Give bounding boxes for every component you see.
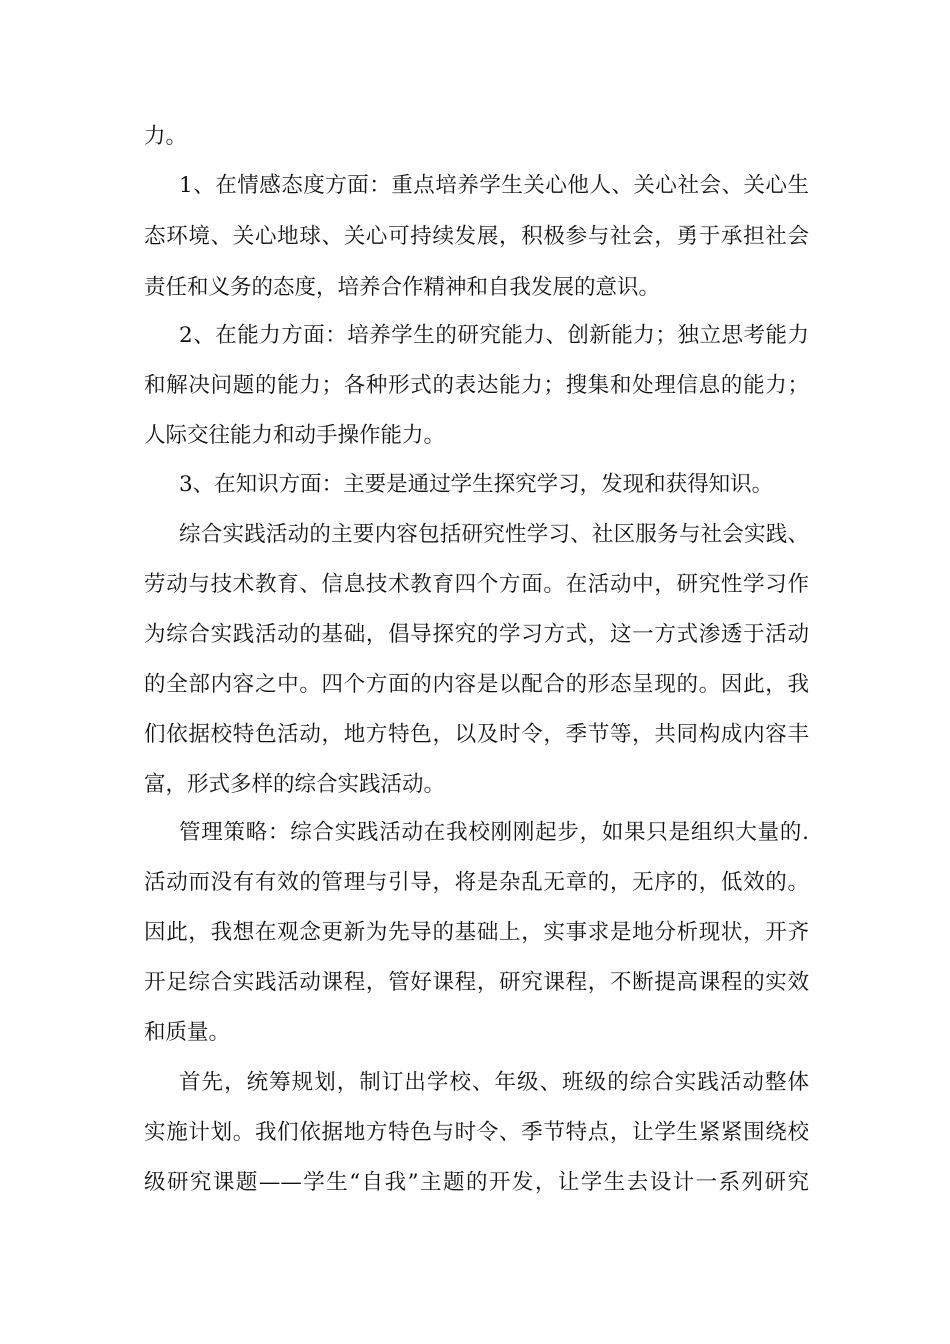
text-line: 实施计划。我们依据地方特色与时令、季节特点，让学生紧紧围绕校 <box>144 1120 809 1145</box>
text-line: 因此，我想在观念更新为先导的基础上，实事求是地分析现状，开齐 <box>144 920 809 945</box>
text-line: 们依据校特色活动，地方特色，以及时令，季节等，共同构成内容丰 <box>144 722 809 747</box>
text-line: 态环境、关心地球、关心可持续发展，积极参与社会，勇于承担社会 <box>144 224 809 249</box>
text-line: 为综合实践活动的基础，倡导探究的学习方式，这一方式渗透于活动 <box>144 622 809 647</box>
text-line: 的全部内容之中。四个方面的内容是以配合的形态呈现的。因此，我 <box>144 672 809 697</box>
text-line: 责任和义务的态度，培养合作精神和自我发展的意识。 <box>144 275 661 300</box>
text-line: 综合实践活动的主要内容包括研究性学习、社区服务与社会实践、 <box>179 522 809 547</box>
text-line: 首先，统筹规划，制订出学校、年级、班级的综合实践活动整体 <box>179 1070 809 1095</box>
text-line: 管理策略：综合实践活动在我校刚刚起步，如果只是组织大量的. <box>179 820 809 845</box>
text-line: 力。 <box>144 124 188 149</box>
text-line: 开足综合实践活动课程，管好课程，研究课程，不断提高课程的实效 <box>144 970 809 995</box>
text-line: 活动而没有有效的管理与引导，将是杂乱无章的，无序的，低效的。 <box>144 870 809 895</box>
text-line: 人际交往能力和动手操作能力。 <box>144 423 446 448</box>
text-line: 级研究课题——学生“自我”主题的开发，让学生去设计一系列研究 <box>144 1170 809 1195</box>
text-line: 1、在情感态度方面：重点培养学生关心他人、关心社会、关心生 <box>179 173 809 198</box>
text-line: 2、在能力方面：培养学生的研究能力、创新能力；独立思考能力 <box>179 323 809 348</box>
text-line: 富，形式多样的综合实践活动。 <box>144 772 446 797</box>
text-line: 和解决问题的能力；各种形式的表达能力；搜集和处理信息的能力； <box>144 373 809 398</box>
text-line: 3、在知识方面：主要是通过学生探究学习，发现和获得知识。 <box>179 472 774 497</box>
text-line: 和质量。 <box>144 1020 231 1045</box>
text-line: 劳动与技术教育、信息技术教育四个方面。在活动中，研究性学习作 <box>144 572 809 597</box>
